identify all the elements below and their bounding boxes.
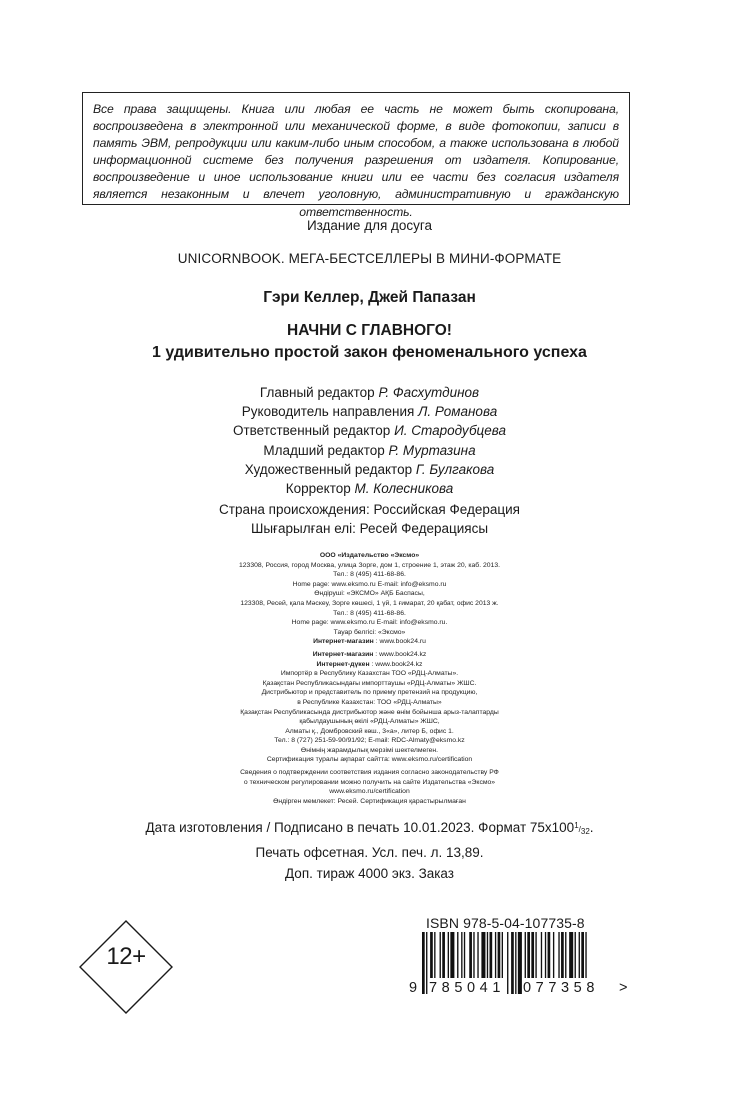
publisher-line: ООО «Издательство «Эксмо» bbox=[319, 552, 420, 559]
publisher-line: Қазақстан Республикасында дистрибьютор және өнім бойынша арыз-талаптарды bbox=[240, 708, 499, 716]
rights-notice-box bbox=[82, 92, 630, 219]
publisher-line: о техническом регулировании можно получить на сайте Издательства «Эксмо» bbox=[243, 778, 496, 786]
credits-list bbox=[0, 383, 739, 498]
edition-type: Издание для досуга bbox=[306, 218, 433, 233]
format-fraction: $^1/_{32}$ bbox=[574, 821, 590, 836]
credit-line: Руководитель направления Л. Романова bbox=[241, 404, 498, 420]
credit-line: Главный редактор Р. Фасхутдинов bbox=[259, 385, 480, 400]
book-subtitle: 1 удивительно простой закон феноменального успеха bbox=[152, 344, 587, 361]
publisher-line: Интернет-магазин : www.book24.kz bbox=[312, 650, 427, 658]
publisher-line: Home page: www.eksmo.ru E-mail: info@eksmo.ru. bbox=[291, 619, 448, 627]
publisher-line: 123308, Ресей, қала Мәскеу, Зорге көшесі, 1 үй, 1 ғимарат, 20 қабат, офис 2013 ж. bbox=[240, 599, 499, 607]
barcode-digit-lead: 9 bbox=[409, 980, 418, 996]
publisher-line: 123308, Россия, город Москва, улица Зорге, дом 1, строение 1, этаж 20, каб. 2013. bbox=[239, 561, 500, 569]
print-info bbox=[0, 815, 739, 884]
publisher-line: в Республике Казахстан: ТОО «РДЦ-Алматы» bbox=[297, 698, 442, 706]
publisher-line: Тел.: 8 (495) 411-68-86. bbox=[333, 571, 406, 579]
publisher-line: Интернет-магазин : www.book24.ru bbox=[313, 638, 426, 646]
publisher-line: Өнімнің жарамдылық мерзімі шектелмеген. bbox=[300, 746, 439, 754]
publisher-line: Импортёр в Республику Казахстан ТОО «РДЦ-Алматы». bbox=[280, 670, 459, 678]
barcode-quiet-zone-mark: > bbox=[619, 980, 628, 996]
publisher-info bbox=[0, 551, 739, 806]
barcode-digits-right: 077358 bbox=[523, 980, 599, 996]
publisher-line: қабылдаушының өкілі «РДЦ-Алматы» ЖШС, bbox=[299, 718, 440, 726]
publisher-line: Қазақстан Республикасындағы импорттаушы «РДЦ-Алматы» ЖШС. bbox=[262, 679, 477, 687]
publisher-line: Дистрибьютор и представитель по приему претензий на продукцию, bbox=[261, 689, 478, 697]
publisher-line: Өндіруші: «ЭКСМО» АҚБ Баспасы, bbox=[314, 590, 425, 598]
print-run: Доп. тираж 4000 экз. Заказ bbox=[285, 866, 454, 881]
series-name: UNICORNBOOK. МЕГА-БЕСТСЕЛЛЕРЫ В МИНИ-ФОРМАТЕ bbox=[177, 251, 562, 266]
country-of-origin bbox=[0, 500, 739, 538]
credit-line: Ответственный редактор И. Стародубцева bbox=[232, 423, 507, 439]
publisher-line: Сертификация туралы ақпарат сайтта: www.eksmo.ru/certification bbox=[266, 756, 473, 764]
publisher-line: Сведения о подтверждении соответствия издания согласно законодательству РФ bbox=[240, 769, 499, 777]
barcode-digits-left: 785041 bbox=[429, 980, 505, 996]
authors: Гэри Келлер, Джей Папазан bbox=[263, 289, 476, 306]
publisher-line: Интернет-дүкен : www.book24.kz bbox=[316, 660, 423, 668]
age-rating: 12+ bbox=[106, 943, 146, 970]
country-line-ru: Страна происхождения: Российская Федерация bbox=[219, 502, 520, 517]
barcode-digits bbox=[408, 978, 638, 1002]
rights-notice-text: Все права защищены. Книга или любая ее часть не может быть скопирована, воспроизведена в электронной или механической форме, в виде фотокопии, записи в память ЭВМ, репродукции или каким-либо иным способом, а также использована в любой информационной системе без получения разрешения от издателя. Копирование, воспроизведение и иное использование книги или ее части без согласия издателя является незаконным и влечет уголовную, административную и гражданскую ответственность. bbox=[93, 102, 619, 219]
publisher-line: Home page: www.eksmo.ru E-mail: info@eksmo.ru bbox=[292, 580, 447, 588]
publisher-line: Өндірген мемлекет: Ресей. Сертификация қарастырылмаған bbox=[273, 797, 466, 805]
book-title: НАЧНИ С ГЛАВНОГО! bbox=[287, 322, 452, 339]
publisher-line: Тел.: 8 (727) 251-59-90/91/92; E-mail: RDC-Almaty@eksmo.kz bbox=[274, 737, 465, 745]
print-date-format: Дата изготовления / Подписано в печать 10.01.2023. Формат $75x100^1/_{32}$. bbox=[145, 820, 594, 836]
publisher-line: Тауар белгісі: «Эксмо» bbox=[333, 628, 406, 636]
country-line-kz: Шығарылған елі: Ресей Федерациясы bbox=[250, 521, 489, 536]
credit-line: Корректор М. Колесникова bbox=[285, 481, 454, 497]
print-type: Печать офсетная. Усл. печ. л. 13,89. bbox=[255, 845, 484, 860]
credit-line: Художественный редактор Г. Булгакова bbox=[244, 461, 495, 477]
publisher-line: www.eksmo.ru/certification bbox=[329, 788, 410, 796]
credit-line: Младший редактор Р. Муртазина bbox=[263, 442, 476, 458]
isbn: ISBN 978-5-04-107735-8 bbox=[426, 915, 585, 931]
publisher-line: Алматы қ., Домбровский көш., 3«а», литер Б, офис 1. bbox=[285, 727, 454, 735]
publisher-line: Тел.: 8 (495) 411-68-86. bbox=[333, 609, 406, 617]
